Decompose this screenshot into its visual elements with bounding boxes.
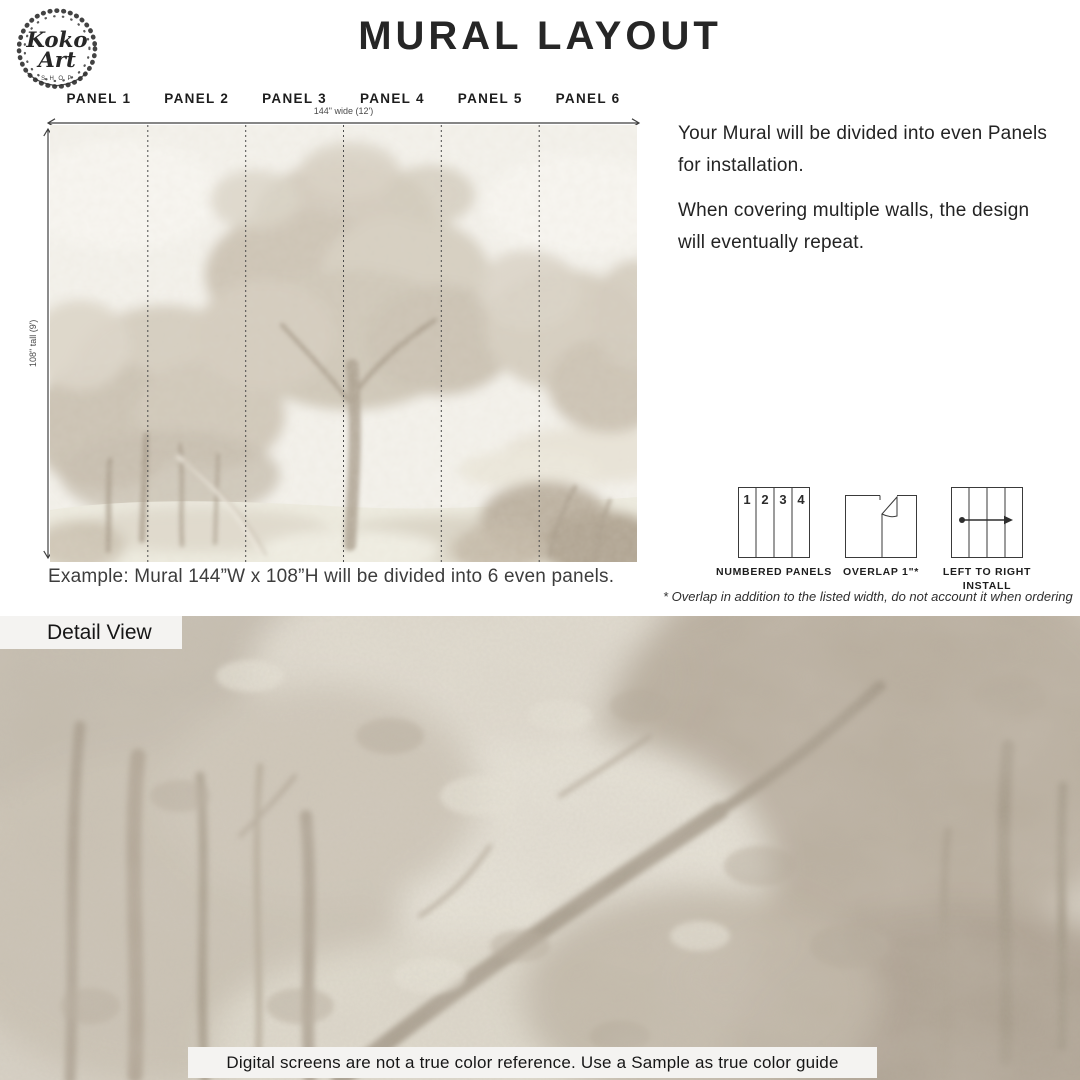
panel-number-3: 3 — [779, 492, 787, 507]
left-to-right-caption-line1: LEFT TO RIGHT — [942, 566, 1032, 578]
info-paragraph-1 — [678, 118, 1073, 182]
panel-label-6: PANEL 6 — [555, 91, 621, 106]
numbered-panels-caption: NUMBERED PANELS — [716, 566, 832, 578]
color-notice-text: Digital screens are not a true color reference. Use a Sample as true color guide — [226, 1052, 839, 1072]
info-p1-line1: Your Mural will be divided into even Panels — [678, 123, 1048, 144]
mural-preview — [50, 125, 637, 562]
panel-number-1: 1 — [743, 492, 751, 507]
left-to-right-caption-line2: INSTALL — [962, 580, 1012, 593]
logo-word-koko: Koko — [26, 27, 88, 53]
numbered-panels-icon — [738, 487, 810, 558]
detail-view-label: Detail View — [47, 620, 152, 644]
height-dimension-label: 108" tall (9') — [28, 319, 38, 368]
panel-label-2: PANEL 2 — [164, 91, 230, 106]
panel-label-5: PANEL 5 — [457, 91, 523, 106]
left-to-right-install-icon — [951, 487, 1023, 558]
panel-label-4: PANEL 4 — [359, 91, 425, 106]
overlap-footnote: * Overlap in addition to the listed width, do not account it when ordering — [663, 589, 1073, 604]
panel-number-4: 4 — [797, 492, 805, 507]
example-caption: Example: Mural 144”W x 108”H will be divided into 6 even panels. — [48, 566, 615, 587]
logo-word-art: Art — [38, 48, 76, 74]
info-text-block — [678, 118, 1073, 272]
detail-view-section — [0, 616, 1080, 1080]
panel-label-1: PANEL 1 — [66, 91, 132, 106]
color-notice-band — [188, 1047, 877, 1078]
info-paragraph-2 — [678, 195, 1073, 259]
page-title: MURAL LAYOUT — [358, 14, 722, 58]
panel-labels-row — [50, 91, 637, 106]
panel-number-2: 2 — [761, 492, 769, 507]
detail-view-image — [0, 616, 1080, 1080]
detail-view-label-band — [0, 616, 182, 649]
left-to-right-install-figure — [916, 487, 1058, 593]
width-dimension-label: 144" wide (12') — [313, 106, 374, 116]
logo-word-shop: S H O P — [41, 76, 73, 83]
info-p2-line1: When covering multiple walls, the design — [678, 200, 1030, 221]
overlap-icon — [845, 495, 917, 558]
info-p2-line2: will eventually repeat. — [678, 232, 865, 253]
mural-preview-image — [50, 125, 637, 562]
panel-label-3: PANEL 3 — [262, 91, 327, 106]
info-p1-line2: for installation. — [678, 155, 804, 176]
overlap-caption: OVERLAP 1"* — [842, 566, 920, 578]
